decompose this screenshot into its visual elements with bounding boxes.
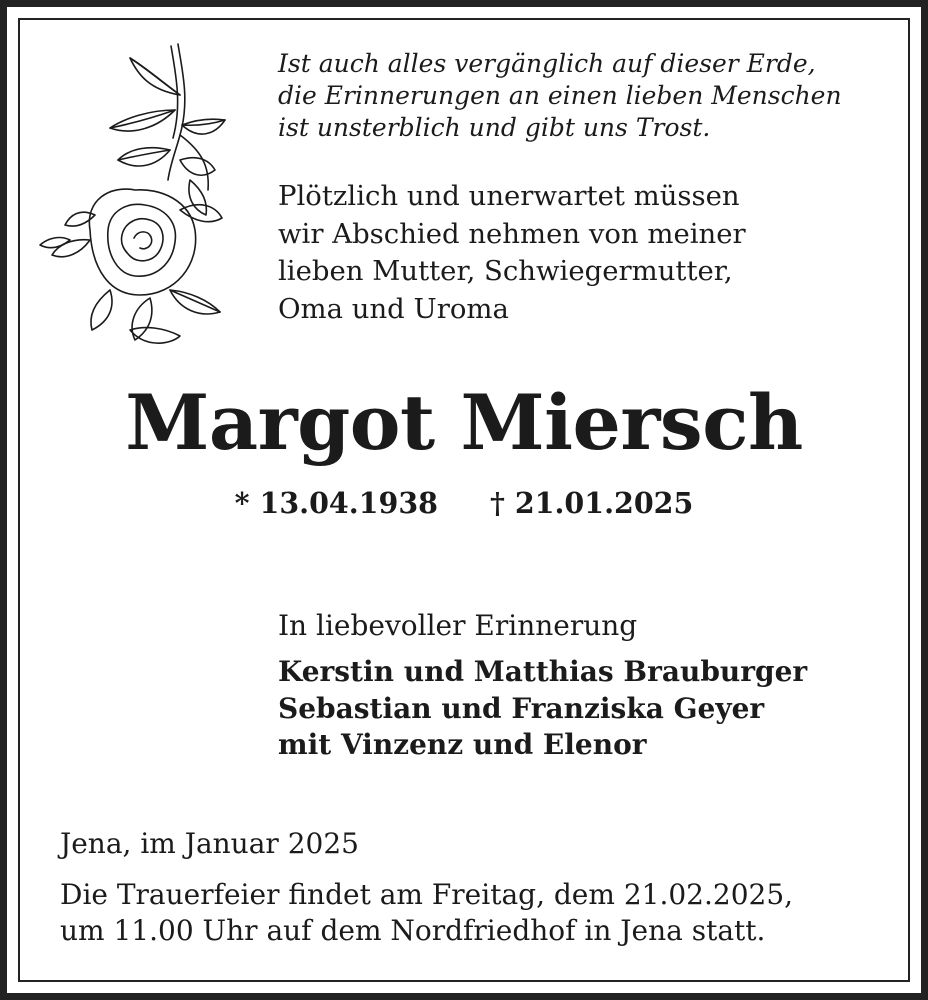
intro-line: Oma und Uroma (278, 292, 509, 325)
life-dates (0, 483, 928, 523)
funeral-line: um 11.00 Uhr auf dem Nordfriedhof in Jena statt. (60, 914, 766, 947)
quote-line: ist unsterblich und gibt uns Trost. (278, 113, 711, 142)
death-date: † 21.01.2025 (490, 486, 694, 520)
intro-line: Plötzlich und unerwartet müssen (278, 180, 740, 212)
intro-line: lieben Mutter, Schwiegermutter, (278, 255, 733, 287)
deceased-name: Margot Miersch (125, 378, 803, 467)
place-date: Jena, im Januar 2025 (60, 827, 359, 860)
quote-line: die Erinnerungen an einen lieben Menschen (278, 81, 842, 110)
quote-line: Ist auch alles vergänglich auf dieser Erde, (278, 49, 816, 78)
birth-date: * 13.04.1938 (234, 486, 438, 520)
intro-text (278, 178, 898, 328)
funeral-line: Die Trauerfeier findet am Freitag, dem 21.02.2025, (60, 878, 794, 911)
rose-icon (30, 40, 235, 350)
mourner-line: Kerstin und Matthias Brauburger (278, 655, 808, 688)
intro-line: wir Abschied nehmen von meiner (278, 217, 746, 250)
mourner-line: mit Vinzenz und Elenor (278, 728, 647, 761)
mourners-list (278, 654, 807, 764)
funeral-info (60, 877, 793, 949)
mourner-line: Sebastian und Franziska Geyer (278, 691, 765, 725)
memory-heading: In liebevoller Erinnerung (278, 609, 638, 642)
quote-text (278, 48, 898, 144)
